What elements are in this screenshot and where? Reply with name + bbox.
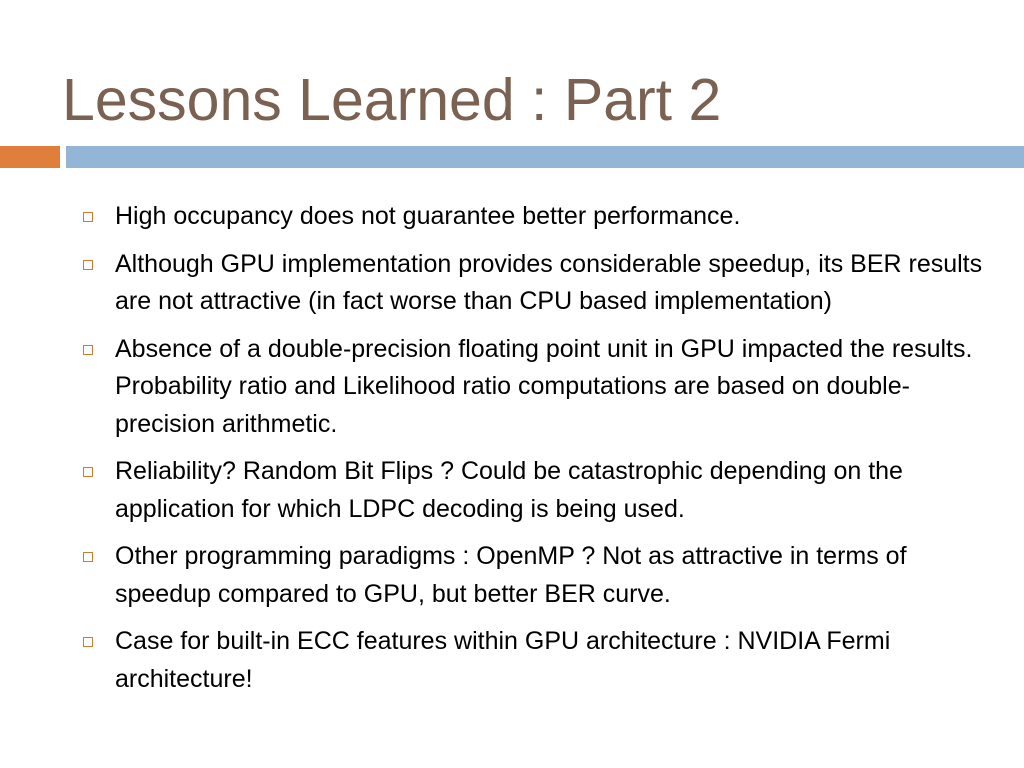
- bullet-text: Although GPU implementation provides considerable speedup, its BER results are not attractive (in fact worse than CPU based implementation): [115, 249, 983, 315]
- bullet-text: High occupancy does not guarantee better performance.: [115, 202, 741, 230]
- bullet-item: [78, 198, 988, 236]
- accent-bar-orange: [0, 146, 60, 168]
- bullet-item: [78, 246, 988, 321]
- hollow-square-icon: [83, 345, 93, 355]
- accent-bar-blue: [66, 146, 1024, 168]
- bullet-item: [78, 623, 988, 698]
- hollow-square-icon: [83, 637, 93, 647]
- bullet-item: [78, 538, 988, 613]
- hollow-square-icon: [83, 467, 93, 477]
- hollow-square-icon: [83, 552, 93, 562]
- hollow-square-icon: [83, 260, 93, 270]
- bullet-text: Reliability? Random Bit Flips ? Could be catastrophic depending on the application for which LDPC decoding is being used.: [115, 457, 903, 523]
- bullet-list: [78, 198, 988, 708]
- hollow-square-icon: [83, 212, 93, 222]
- bullet-text: Absence of a double-precision floating point unit in GPU impacted the results. Probability ratio and Likelihood ratio computations are based on double-precision arithmetic.: [115, 334, 973, 438]
- slide-title: Lessons Learned : Part 2: [62, 67, 722, 133]
- bullet-text: Case for built-in ECC features within GPU architecture : NVIDIA Fermi architecture!: [115, 627, 891, 693]
- bullet-text: Other programming paradigms : OpenMP ? Not as attractive in terms of speedup compared to GPU, but better BER curve.: [115, 542, 907, 608]
- bullet-item: [78, 331, 988, 444]
- bullet-item: [78, 453, 988, 528]
